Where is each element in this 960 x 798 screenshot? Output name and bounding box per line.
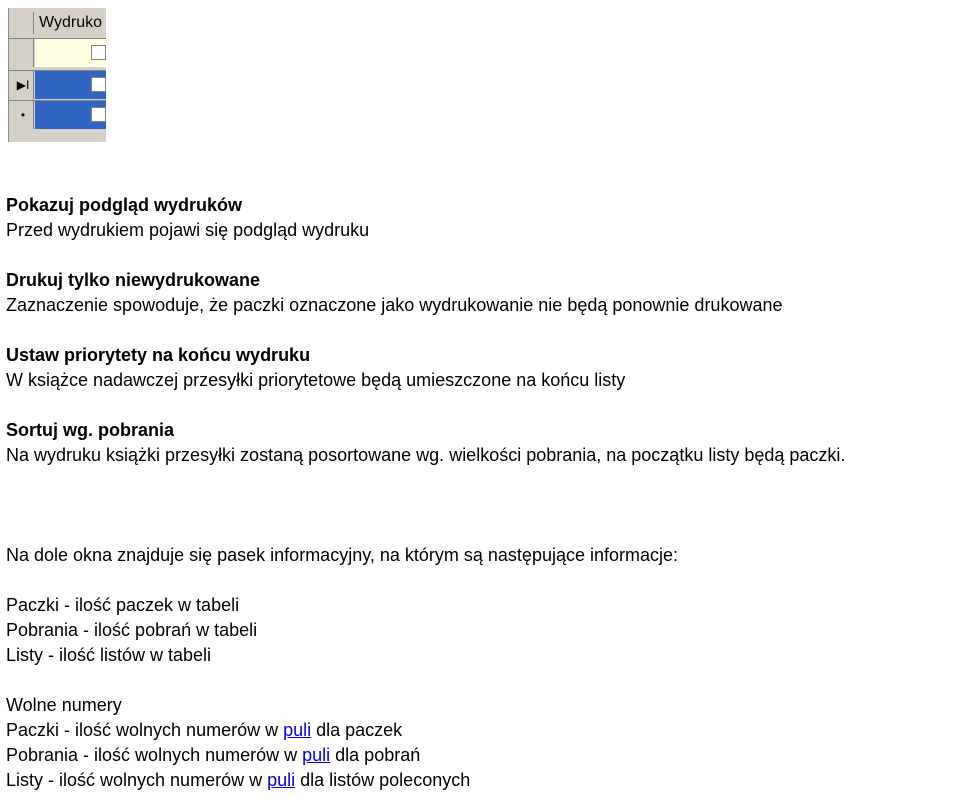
info-cod: Pobrania - ilość pobrań w tabeli xyxy=(6,620,258,640)
grid-corner xyxy=(13,12,34,34)
grid-cell xyxy=(35,101,106,129)
current-row-icon: ▶I xyxy=(13,71,34,99)
free-packages-suffix: dla paczek xyxy=(311,720,403,740)
grid-row xyxy=(9,70,106,99)
priority-description: W książce nadawczej przesyłki priorytetowe będą umieszczone na końcu listy xyxy=(6,370,626,390)
checkbox xyxy=(91,77,106,92)
info-bar-intro: Na dole okna znajduje się pasek informacyjny, na którym są następujące informacje: xyxy=(6,545,679,565)
grid-column-title: Wydruko xyxy=(39,14,102,31)
checkbox xyxy=(91,107,106,122)
free-letters-line xyxy=(6,768,956,793)
document-body xyxy=(6,193,956,793)
pool-link[interactable]: puli xyxy=(283,720,312,740)
free-cod-line xyxy=(6,743,956,768)
free-letters-suffix: dla listów poleconych xyxy=(295,770,471,790)
sort-description: Na wydruku książki przesyłki zostaną posortowane wg. wielkości pobrania, na początku listy będą paczki. xyxy=(6,445,846,465)
pool-link[interactable]: puli xyxy=(302,745,331,765)
grid-header xyxy=(9,8,106,36)
free-letters-text: Listy - ilość wolnych numerów w xyxy=(6,770,268,790)
free-numbers-heading: Wolne numery xyxy=(6,695,122,715)
grid-row xyxy=(9,100,106,129)
info-letters: Listy - ilość listów w tabeli xyxy=(6,645,212,665)
checkbox xyxy=(91,45,106,60)
sort-heading: Sortuj wg. pobrania xyxy=(6,420,175,440)
info-packages: Paczki - ilość paczek w tabeli xyxy=(6,595,240,615)
free-cod-suffix: dla pobrań xyxy=(330,745,421,765)
free-cod-text: Pobrania - ilość wolnych numerów w xyxy=(6,745,303,765)
free-packages-line xyxy=(6,718,956,743)
row-selector xyxy=(13,39,34,67)
free-packages-text: Paczki - ilość wolnych numerów w xyxy=(6,720,284,740)
new-row-icon: • xyxy=(13,101,34,129)
preview-description: Przed wydrukiem pojawi się podgląd wydruku xyxy=(6,220,370,240)
grid-row xyxy=(9,38,106,67)
unprinted-description: Zaznaczenie spowoduje, że paczki oznaczone jako wydrukowanie nie będą ponownie drukowane xyxy=(6,295,783,315)
pool-link[interactable]: puli xyxy=(267,770,296,790)
preview-heading: Pokazuj podgląd wydruków xyxy=(6,195,243,215)
priority-heading: Ustaw priorytety na końcu wydruku xyxy=(6,345,311,365)
unprinted-heading: Drukuj tylko niewydrukowane xyxy=(6,270,261,290)
grid-screenshot xyxy=(8,8,106,142)
grid-cell xyxy=(35,39,106,67)
grid-cell xyxy=(35,71,106,99)
